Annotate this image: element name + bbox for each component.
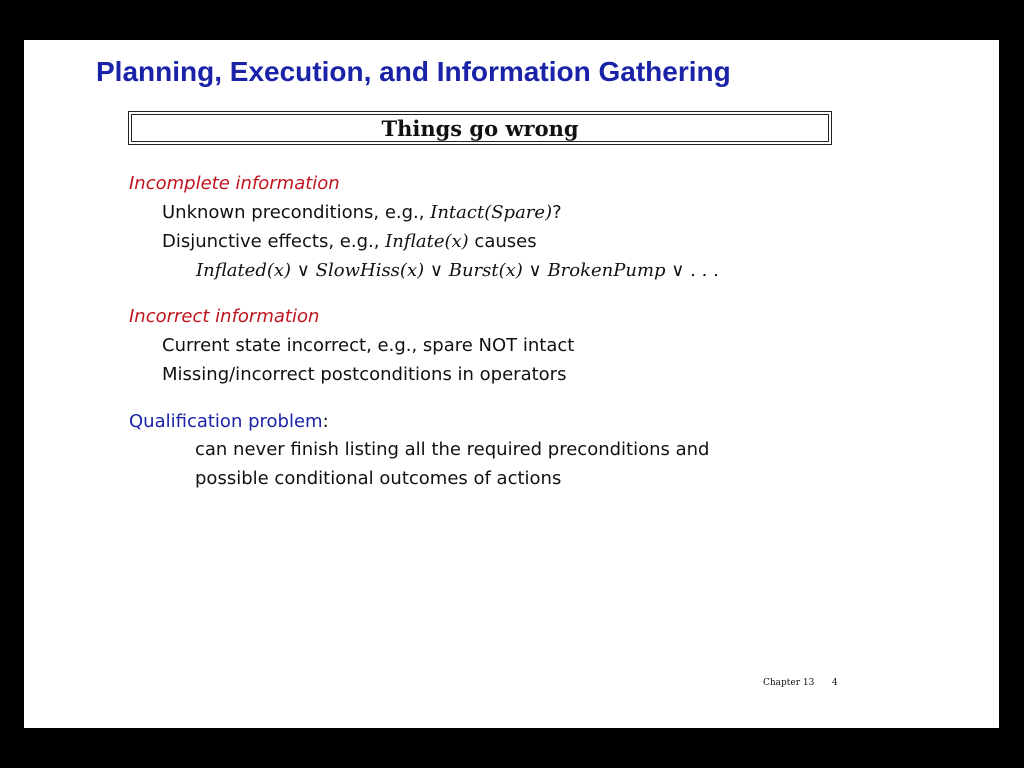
heading-text: Things go wrong: [131, 114, 829, 142]
slide: [24, 40, 999, 728]
incomplete-line-1-math: Intact(Spare): [430, 202, 553, 223]
incomplete-line-1-suffix: ?: [552, 202, 562, 223]
incorrect-line-1: Current state incorrect, e.g., spare NOT intact: [162, 335, 575, 356]
incomplete-line-3-math: Inflated(x) ∨ SlowHiss(x) ∨ Burst(x) ∨ BrokenPump ∨ . . .: [196, 260, 719, 281]
incorrect-label: Incorrect information: [129, 306, 320, 327]
incomplete-line-2-suffix: causes: [468, 231, 537, 252]
qualification-colon: :: [322, 411, 329, 432]
slide-title: Planning, Execution, and Information Gathering: [96, 56, 731, 87]
incomplete-label: Incomplete information: [129, 173, 340, 194]
qualification-heading: [129, 411, 329, 432]
qualification-label: Qualification problem: [129, 411, 323, 432]
incomplete-line-1: [162, 202, 562, 223]
footer-chapter: Chapter 13: [763, 678, 815, 688]
qualification-line-1: can never finish listing all the required preconditions and: [195, 439, 710, 460]
footer-page-number: 4: [832, 678, 838, 688]
incomplete-line-2-prefix: Disjunctive effects, e.g.,: [162, 231, 386, 252]
incorrect-line-2: Missing/incorrect postconditions in operators: [162, 364, 567, 385]
incomplete-line-1-prefix: Unknown preconditions, e.g.,: [162, 202, 431, 223]
heading-box: [128, 111, 832, 145]
incomplete-line-2-math: Inflate(x): [385, 231, 469, 252]
incomplete-line-2: [162, 231, 537, 252]
qualification-line-2: possible conditional outcomes of actions: [195, 468, 562, 489]
